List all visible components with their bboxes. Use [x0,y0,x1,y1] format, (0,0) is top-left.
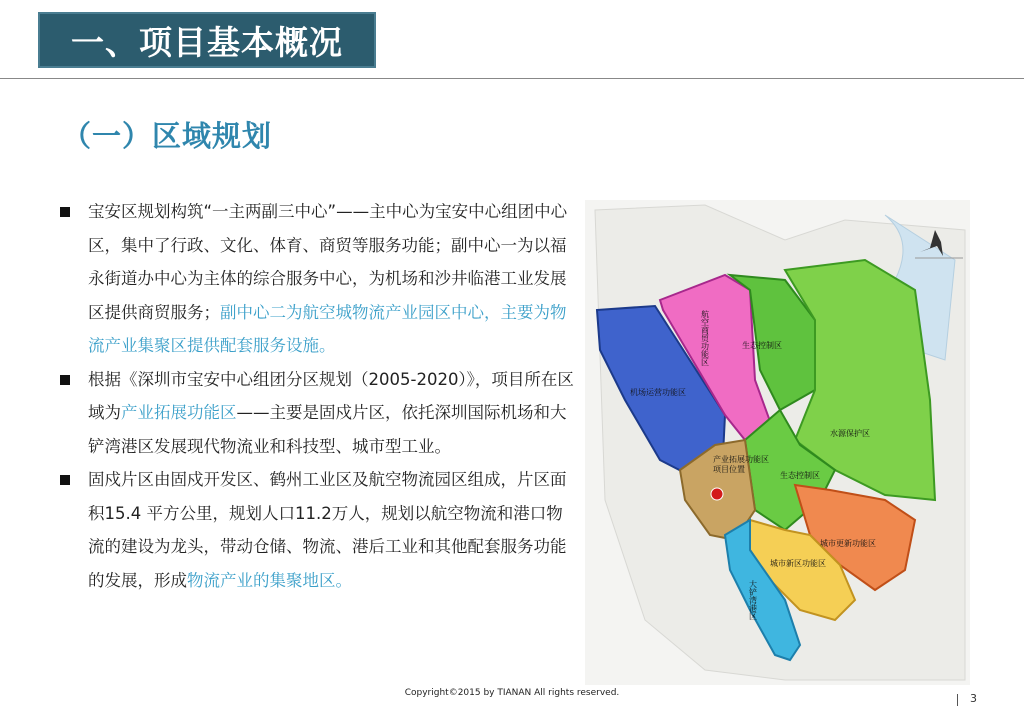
bullet-highlight-text: 物流产业的集聚地区。 [187,570,352,590]
zoning-map [585,200,970,685]
label-port: 大铲湾港区 [748,580,758,620]
label-industry: 产业拓展功能区 [713,455,769,464]
label-newtown: 城市新区功能区 [770,559,826,568]
label-aviation-commerce: 航空商贸功能区 [700,310,710,366]
bullet-square-icon [60,375,70,385]
bullet-item [58,463,578,597]
header-band [38,12,376,68]
label-airport: 机场运营功能区 [630,388,686,397]
page-title: 一、项目基本概况 [71,22,343,62]
bullet-item [58,195,578,363]
section-title: （一）区域规划 [62,119,273,153]
page-number: 3 [970,692,977,705]
bullet-text: 固戍片区由固戍开发区、鹤州工业区及航空物流园区组成，片区面积15.4 平方公里，规划人口11.2万人，规划以航空物流和港口物流的建设为龙头，带动仓储、物流、港后工业和其他配套服务功能的发展，形成 [88,470,567,590]
zoning-map-svg [585,200,970,685]
project-location-marker [711,488,723,500]
bullet-square-icon [60,207,70,217]
bullet-item [58,363,578,464]
bullet-text: 宝安区规划构筑“一主两副三中心”——主中心为宝安中心组团中心区，集中了行政、文化、体育、商贸等服务功能；副中心一为以福永街道办中心为主体的综合服务中心，为机场和沙井临港工业发展区提供商贸服务； [88,202,568,322]
label-eco-2: 生态控制区 [780,471,820,480]
bullet-highlight-text: 副中心二为航空城物流产业园区中心，主要为物流产业集聚区提供配套服务设施。 [88,302,567,355]
label-eco-1: 生态控制区 [742,341,782,350]
bullet-list [58,195,578,597]
footer-copyright: Copyright©2015 by TIANAN All rights reserved. [404,688,620,698]
bullet-text: 根据《深圳市宝安中心组团分区规划（2005-2020）》，项目所在区域为 [88,369,574,422]
label-project: 项目位置 [713,465,745,474]
bullet-highlight-text: 产业拓展功能区 [121,403,237,422]
bullet-text: ——主要是固戍片区，依托深圳国际机场和大铲湾港区发展现代物流业和科技型、城市型工业。 [88,403,567,456]
label-renewal: 城市更新功能区 [820,539,876,548]
label-water: 水源保护区 [830,429,870,438]
header-divider [0,78,1024,79]
bullet-square-icon [60,475,70,485]
page-divider [957,694,958,706]
